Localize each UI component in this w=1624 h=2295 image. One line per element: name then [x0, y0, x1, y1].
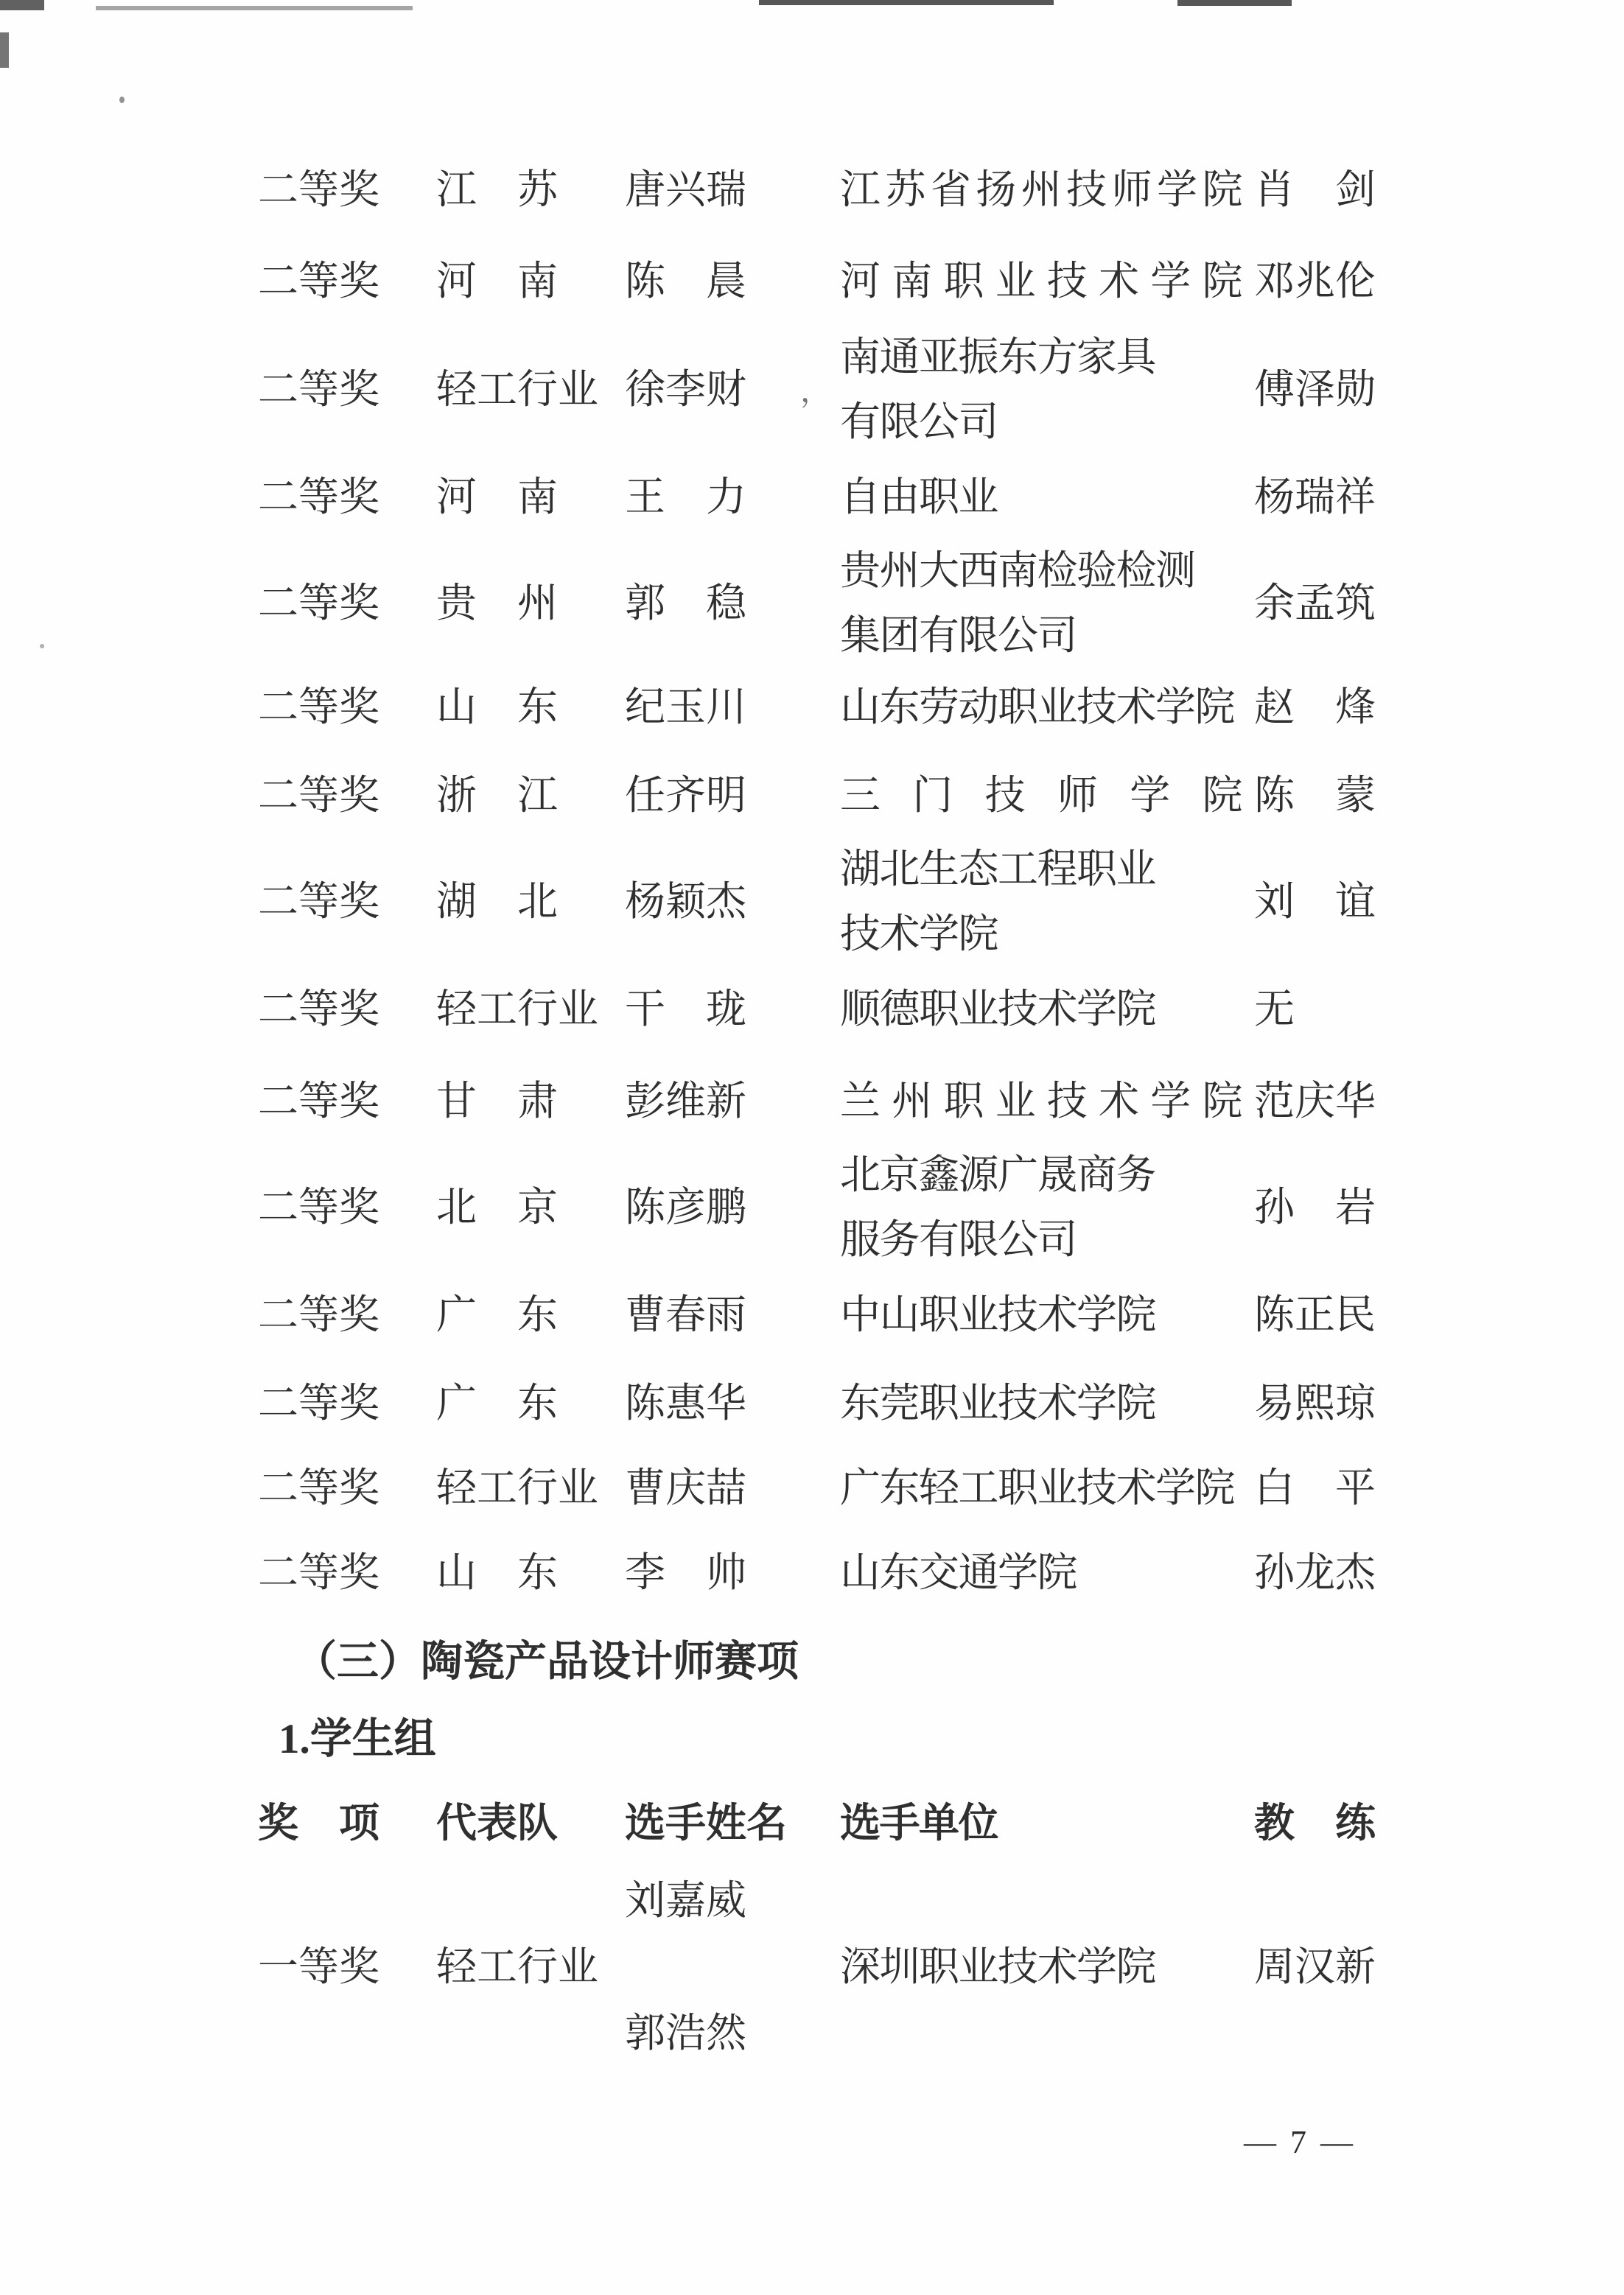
award-cell: 二等奖: [258, 1079, 380, 1124]
award-cell: 二等奖: [258, 259, 380, 304]
contestant-unit-cell: 东莞职业技术学院: [840, 1381, 1156, 1426]
coach-cell: 范庆华: [1254, 1079, 1376, 1124]
contestant-name-cell: 李 帅: [625, 1550, 747, 1595]
award-cell: 二等奖: [258, 773, 380, 818]
award-cell: 二等奖: [258, 879, 380, 924]
contestant-name-cell: 任齐明: [625, 773, 747, 818]
contestant-unit-cell: 广东轻工职业技术学院: [840, 1465, 1235, 1510]
coach-cell: 周汉新: [1254, 1944, 1376, 1989]
header-delegation: 代表队: [436, 1801, 559, 1846]
delegation-cell: 山 东: [436, 684, 559, 729]
scan-artifact: [40, 644, 44, 648]
scan-artifact: [759, 0, 1054, 5]
delegation-cell: 贵 州: [436, 581, 559, 626]
award-cell: 二等奖: [258, 581, 380, 626]
stray-comma-mark: ，: [800, 375, 832, 409]
scan-artifact: [1177, 0, 1292, 6]
award-cell: 二等奖: [258, 1381, 380, 1426]
contestant-unit-cell: 深圳职业技术学院: [840, 1944, 1156, 1989]
contestant-name-cell: 刘嘉威 郭浩然: [625, 1878, 747, 2056]
contestant-unit-cell: 山东劳动职业技术学院: [840, 684, 1235, 729]
contestant-name-cell: 唐兴瑞: [625, 167, 747, 212]
contestant-unit-cell: 南通亚振东方家具 有限公司: [840, 334, 1156, 444]
scan-artifact: [0, 32, 9, 68]
coach-cell: 孙 岩: [1254, 1185, 1376, 1230]
award-cell: 一等奖: [258, 1944, 380, 1989]
coach-cell: 杨瑞祥: [1254, 474, 1376, 519]
contestant-unit-cell: 顺德职业技术学院: [840, 987, 1156, 1031]
award-cell: 二等奖: [258, 474, 380, 519]
award-cell: 二等奖: [258, 1185, 380, 1230]
contestant-name-cell: 干 珑: [625, 987, 747, 1031]
coach-cell: 陈 蒙: [1254, 773, 1376, 818]
contestant-unit-cell: 三门技师学院: [840, 773, 1242, 818]
delegation-cell: 北 京: [436, 1185, 559, 1230]
contestant-name-cell: 徐李财: [625, 367, 747, 412]
contestant-unit-cell: 自由职业: [840, 474, 998, 519]
delegation-cell: 轻工行业: [436, 1465, 599, 1510]
contestant-name-cell: 纪玉川: [625, 684, 747, 729]
award-cell: 二等奖: [258, 1550, 380, 1595]
contestant-unit-cell: 湖北生态工程职业 技术学院: [840, 847, 1156, 956]
header-contestant-unit: 选手单位: [840, 1801, 998, 1846]
scan-artifact: [0, 0, 44, 10]
contestant-unit-cell: 江苏省扬州技师学院: [840, 167, 1242, 212]
contestant-unit-cell: 北京鑫源广晟商务 服务有限公司: [840, 1152, 1156, 1262]
scan-artifact: [119, 97, 125, 103]
coach-cell: 余孟筑: [1254, 581, 1376, 626]
contestant-unit-cell: 山东交通学院: [840, 1550, 1077, 1595]
award-cell: 二等奖: [258, 367, 380, 412]
header-contestant-name: 选手姓名: [625, 1801, 788, 1846]
contestant-name-cell: 郭 稳: [625, 581, 747, 626]
contestant-name-cell: 陈 晨: [625, 259, 747, 304]
delegation-cell: 江 苏: [436, 167, 559, 212]
delegation-cell: 河 南: [436, 474, 559, 519]
award-cell: 二等奖: [258, 684, 380, 729]
award-cell: 二等奖: [258, 1292, 380, 1337]
contestant-unit-cell: 兰州职业技术学院: [840, 1079, 1242, 1124]
scan-artifact: [96, 6, 413, 10]
contestant-unit-cell: 贵州大西南检验检测 集团有限公司: [840, 548, 1195, 658]
delegation-cell: 轻工行业: [436, 1944, 599, 1989]
coach-cell: 孙龙杰: [1254, 1550, 1376, 1595]
page-number: — 7 —: [1244, 2124, 1356, 2160]
award-cell: 二等奖: [258, 987, 380, 1031]
subsection-heading: 1.学生组: [279, 1716, 436, 1762]
delegation-cell: 广 东: [436, 1381, 559, 1426]
delegation-cell: 甘 肃: [436, 1079, 559, 1124]
coach-cell: 刘 谊: [1254, 879, 1376, 924]
award-cell: 二等奖: [258, 1465, 380, 1510]
contestant-unit-cell: 中山职业技术学院: [840, 1292, 1156, 1337]
coach-cell: 傅泽勋: [1254, 367, 1376, 412]
coach-cell: 白 平: [1254, 1465, 1376, 1510]
delegation-cell: 山 东: [436, 1550, 559, 1595]
coach-cell: 肖 剑: [1254, 167, 1376, 212]
contestant-name-cell: 曹春雨: [625, 1292, 747, 1337]
delegation-cell: 广 东: [436, 1292, 559, 1337]
delegation-cell: 河 南: [436, 259, 559, 304]
delegation-cell: 轻工行业: [436, 987, 599, 1031]
coach-cell: 赵 烽: [1254, 684, 1376, 729]
contestant-unit-cell: 河南职业技术学院: [840, 259, 1242, 304]
contestant-name-cell: 陈惠华: [625, 1381, 747, 1426]
coach-cell: 邓兆伦: [1254, 259, 1376, 304]
delegation-cell: 轻工行业: [436, 367, 599, 412]
contestant-name-cell: 彭维新: [625, 1079, 747, 1124]
header-award: 奖 项: [258, 1801, 380, 1846]
section-heading: （三）陶瓷产品设计师赛项: [295, 1639, 799, 1685]
contestant-name-cell: 曹庆喆: [625, 1465, 747, 1510]
contestant-name-cell: 王 力: [625, 474, 747, 519]
coach-cell: 陈正民: [1254, 1292, 1376, 1337]
contestant-name-cell: 陈彦鹏: [625, 1185, 747, 1230]
delegation-cell: 湖 北: [436, 879, 559, 924]
award-cell: 二等奖: [258, 167, 380, 212]
coach-cell: 无: [1254, 987, 1295, 1031]
coach-cell: 易熙琼: [1254, 1381, 1376, 1426]
delegation-cell: 浙 江: [436, 773, 559, 818]
contestant-name-cell: 杨颖杰: [625, 879, 747, 924]
header-coach: 教 练: [1254, 1801, 1376, 1846]
